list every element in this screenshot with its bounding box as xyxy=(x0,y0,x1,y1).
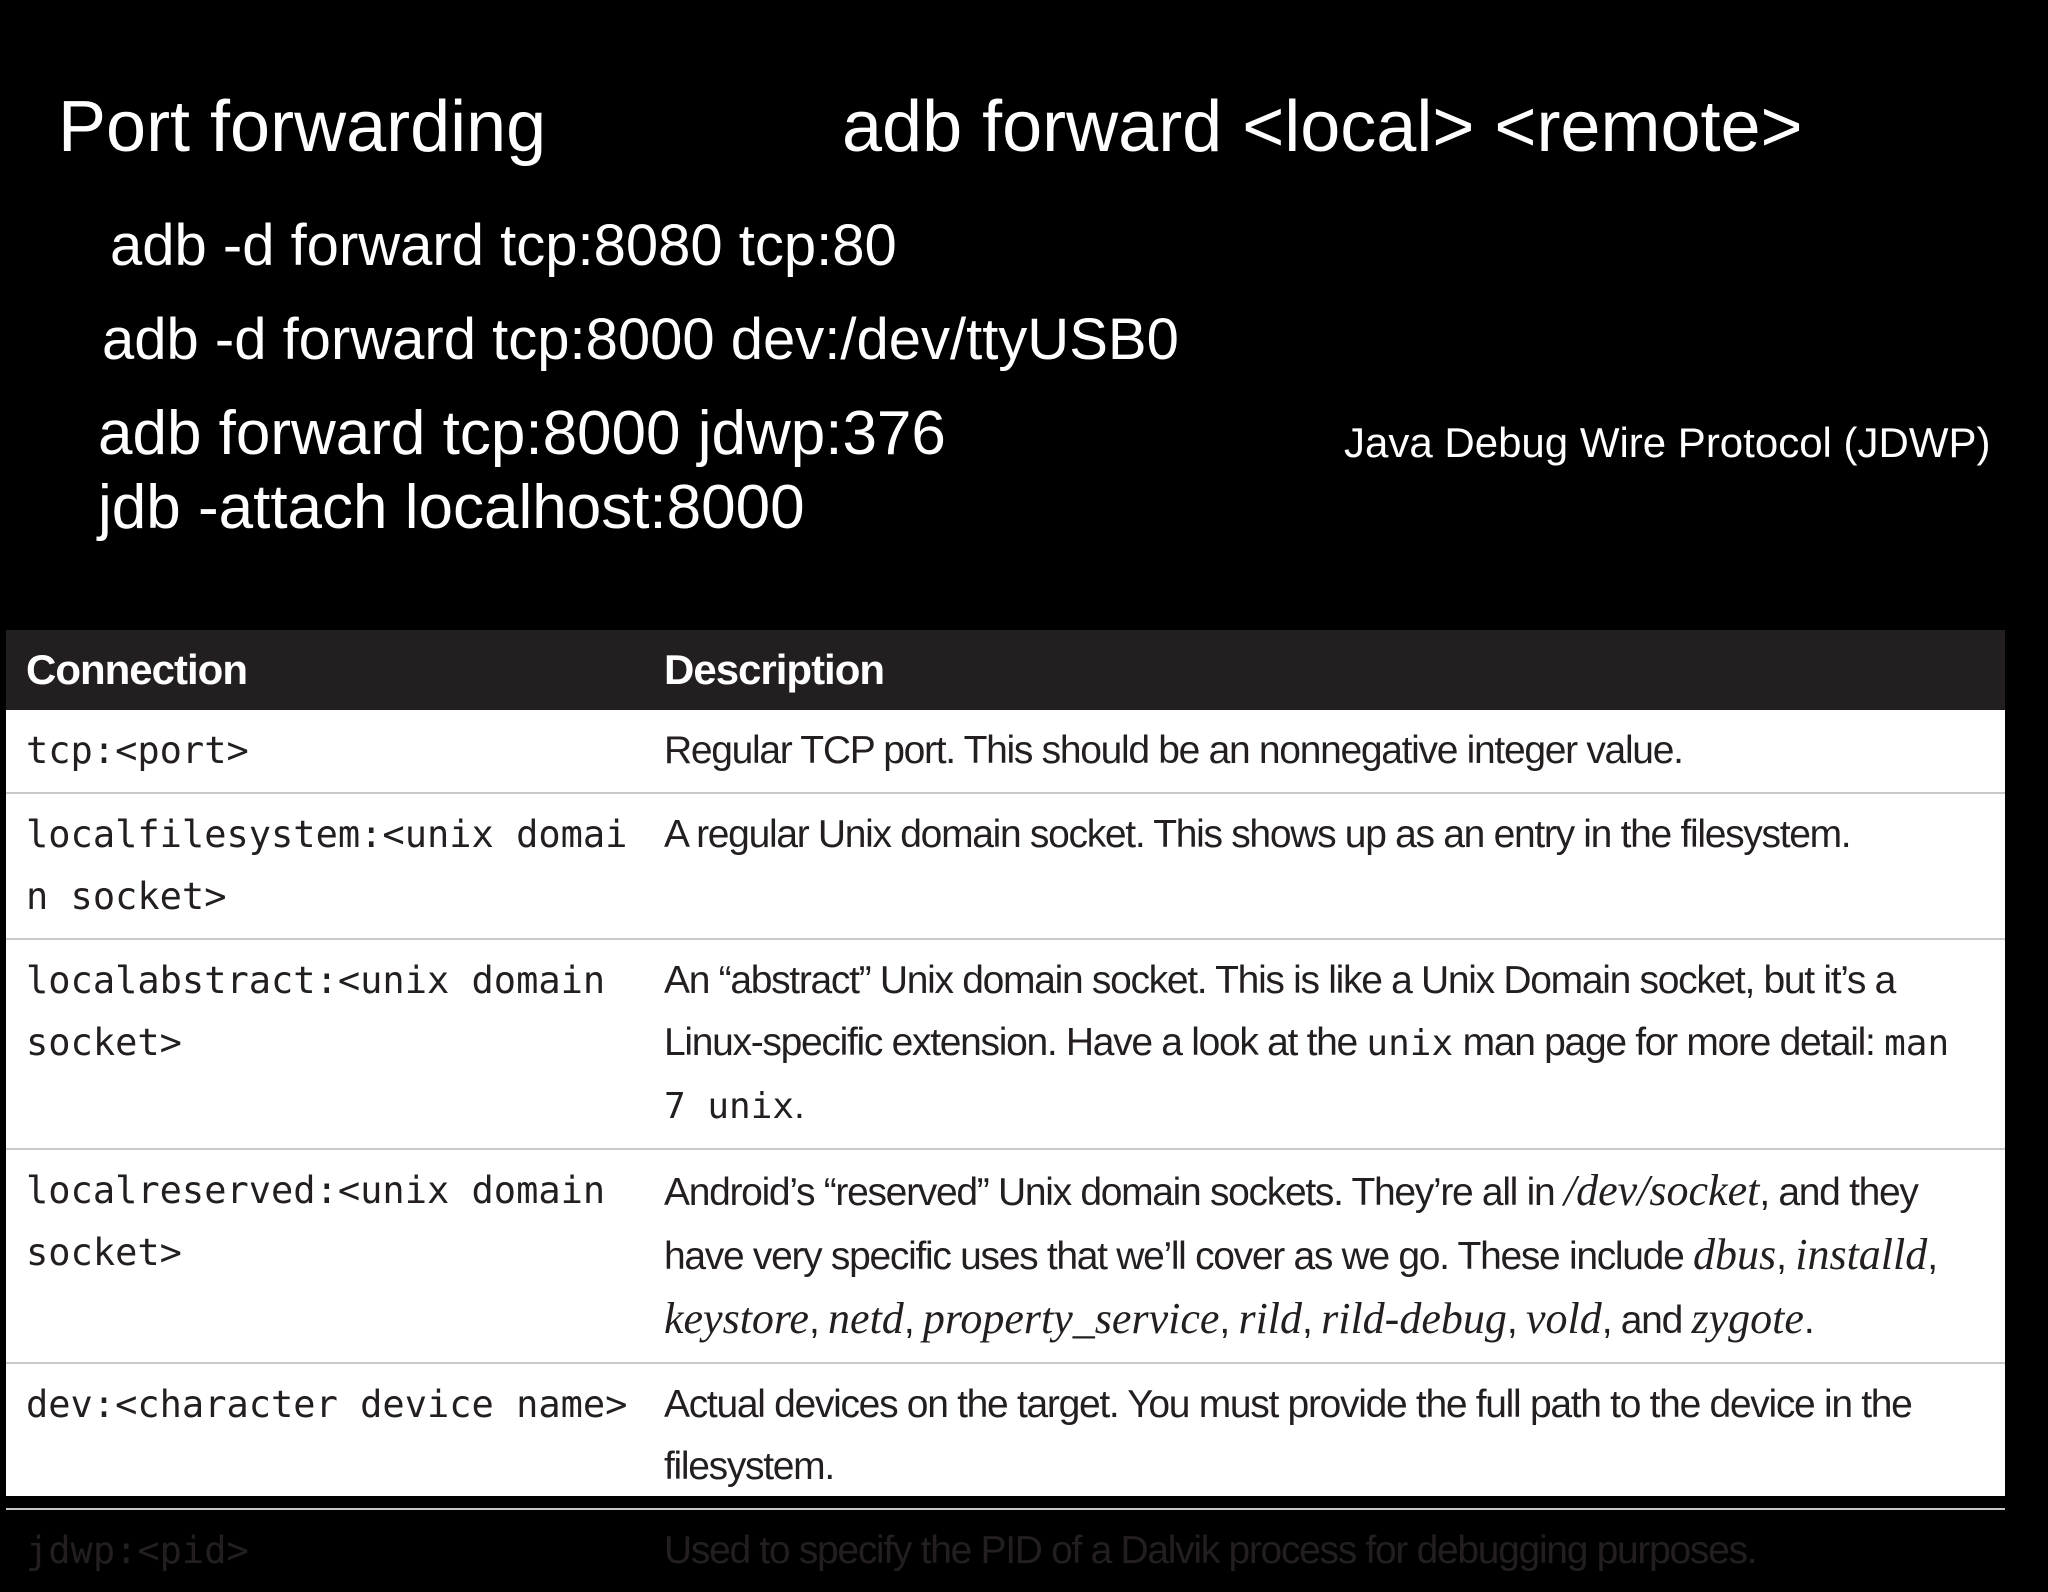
description-text: , and they have very specific uses that we’ll cover as we go. These include xyxy=(664,1171,1918,1278)
description-cell xyxy=(650,1363,2005,1509)
table-row xyxy=(6,710,2005,793)
emphasis-text: /dev/socket xyxy=(1563,1166,1760,1215)
connection-cell: localabstract:<unix domain socket> xyxy=(6,939,650,1149)
table-row xyxy=(6,1363,2005,1509)
description-text: , xyxy=(808,1299,829,1342)
command-line-4: jdb -attach localhost:8000 xyxy=(98,473,805,542)
command-line-1: adb -d forward tcp:8080 tcp:80 xyxy=(110,213,897,278)
description-text: , xyxy=(1506,1299,1526,1342)
command-line-2: adb -d forward tcp:8000 dev:/dev/ttyUSB0 xyxy=(102,307,1179,372)
connection-cell: dev:<character device name> xyxy=(6,1363,650,1509)
header-connection: Connection xyxy=(6,630,650,710)
connection-table xyxy=(6,630,2005,1572)
description-text: , xyxy=(1302,1299,1322,1342)
description-cell xyxy=(650,1509,2005,1592)
description-cell xyxy=(650,710,2005,793)
description-text: , xyxy=(1776,1235,1796,1278)
description-text: , xyxy=(1927,1235,1937,1278)
command-line-3: adb forward tcp:8000 jdwp:376 xyxy=(98,399,946,468)
header-description: Description xyxy=(650,630,2005,710)
emphasis-text: dbus xyxy=(1693,1230,1777,1279)
emphasis-text: keystore xyxy=(664,1294,809,1343)
connection-cell: localfilesystem:<unix domain socket> xyxy=(6,793,650,939)
jdwp-note: Java Debug Wire Protocol (JDWP) xyxy=(1344,419,1991,466)
code-text: unix xyxy=(1366,1023,1454,1064)
description-text: . xyxy=(1803,1299,1814,1342)
description-text: Actual devices on the target. You must provide the full path to the device in the filesystem. xyxy=(664,1383,1912,1488)
description-text: Regular TCP port. This should be an nonnegative integer value. xyxy=(664,729,1683,772)
table-row xyxy=(6,939,2005,1149)
emphasis-text: zygote xyxy=(1691,1294,1804,1343)
emphasis-text: property_service xyxy=(922,1294,1220,1343)
table-row xyxy=(6,1509,2005,1592)
connection-cell: tcp:<port> xyxy=(6,710,650,793)
table-row xyxy=(6,793,2005,939)
table-row xyxy=(6,1149,2005,1363)
emphasis-text: rild xyxy=(1238,1294,1303,1343)
emphasis-text: rild-debug xyxy=(1321,1294,1507,1343)
emphasis-text: installd xyxy=(1795,1230,1928,1279)
description-text: Used to specify the PID of a Dalvik process for debugging purposes. xyxy=(664,1529,1757,1572)
description-text: Android’s “reserved” Unix domain sockets. They’re all in xyxy=(664,1171,1564,1214)
description-text: , and xyxy=(1601,1299,1692,1342)
connection-cell: localreserved:<unix domain socket> xyxy=(6,1149,650,1363)
adb-forward-syntax: adb forward <local> <remote> xyxy=(842,87,1803,167)
emphasis-text: vold xyxy=(1525,1294,1602,1343)
description-text: , xyxy=(1219,1299,1239,1342)
connection-cell: jdwp:<pid> xyxy=(26,1529,249,1572)
description-text: . xyxy=(794,1084,804,1127)
table-header-row xyxy=(6,630,2005,710)
description-text: A regular Unix domain socket. This shows up as an entry in the filesystem. xyxy=(664,813,1851,856)
emphasis-text: netd xyxy=(828,1294,904,1343)
description-text: An “abstract” Unix domain socket. This is like a Unix Domain socket, but it’s a Linux-specific extension. Have a look at the xyxy=(664,959,1896,1064)
description-cell xyxy=(650,939,2005,1149)
description-text: man page for more detail: xyxy=(1453,1021,1885,1064)
description-text: , xyxy=(903,1299,923,1342)
description-cell xyxy=(650,1149,2005,1363)
slide-title: Port forwarding xyxy=(58,87,547,167)
code-text: man 7 unix xyxy=(664,1023,1950,1127)
description-cell xyxy=(650,793,2005,939)
